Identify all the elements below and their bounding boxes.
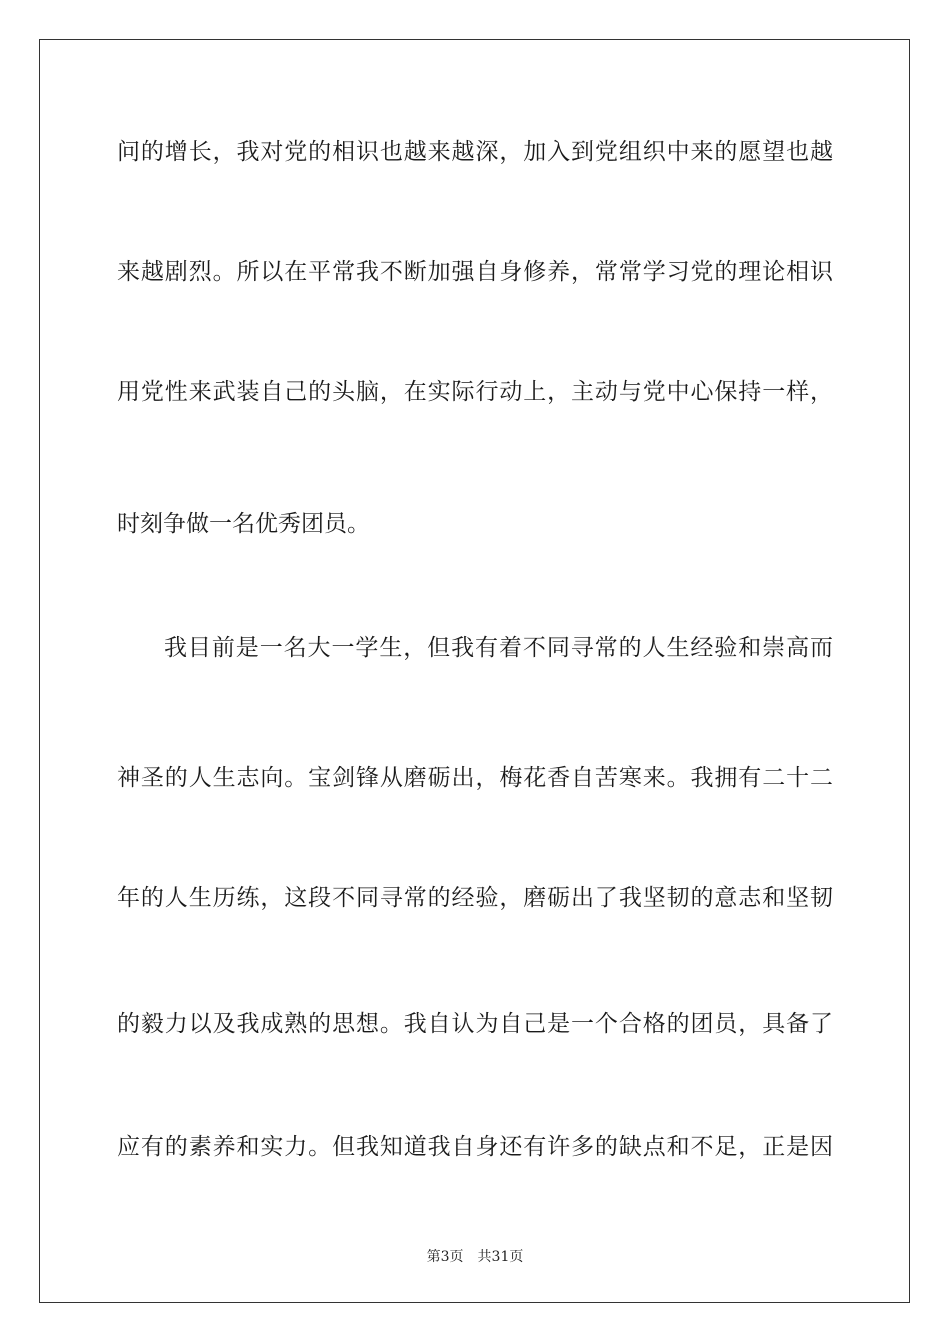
text-line: 的毅力以及我成熟的思想。我自认为自己是一个合格的团员，具备了	[117, 1011, 833, 1037]
text-line: 年的人生历练，这段不同寻常的经验，磨砺出了我坚韧的意志和坚韧	[117, 885, 833, 911]
text-line: 用党性来武装自己的头脑，在实际行动上，主动与党中心保持一样，	[117, 379, 833, 405]
page-frame	[39, 39, 910, 1303]
text-line: 我目前是一名大一学生，但我有着不同寻常的人生经验和崇高而	[164, 635, 833, 661]
text-line: 时刻争做一名优秀团员。	[117, 511, 370, 537]
text-line: 应有的素养和实力。但我知道我自身还有许多的缺点和不足，正是因	[117, 1134, 833, 1160]
page-footer	[0, 1248, 950, 1266]
page-number: 第3页	[426, 1249, 464, 1265]
text-line: 问的增长，我对党的相识也越来越深，加入到党组织中来的愿望也越	[117, 139, 833, 165]
text-line: 来越剧烈。所以在平常我不断加强自身修养，常常学习党的理论相识	[117, 259, 833, 285]
page-total: 共31页	[477, 1249, 524, 1265]
text-line: 神圣的人生志向。宝剑锋从磨砺出，梅花香自苦寒来。我拥有二十二	[117, 765, 833, 791]
